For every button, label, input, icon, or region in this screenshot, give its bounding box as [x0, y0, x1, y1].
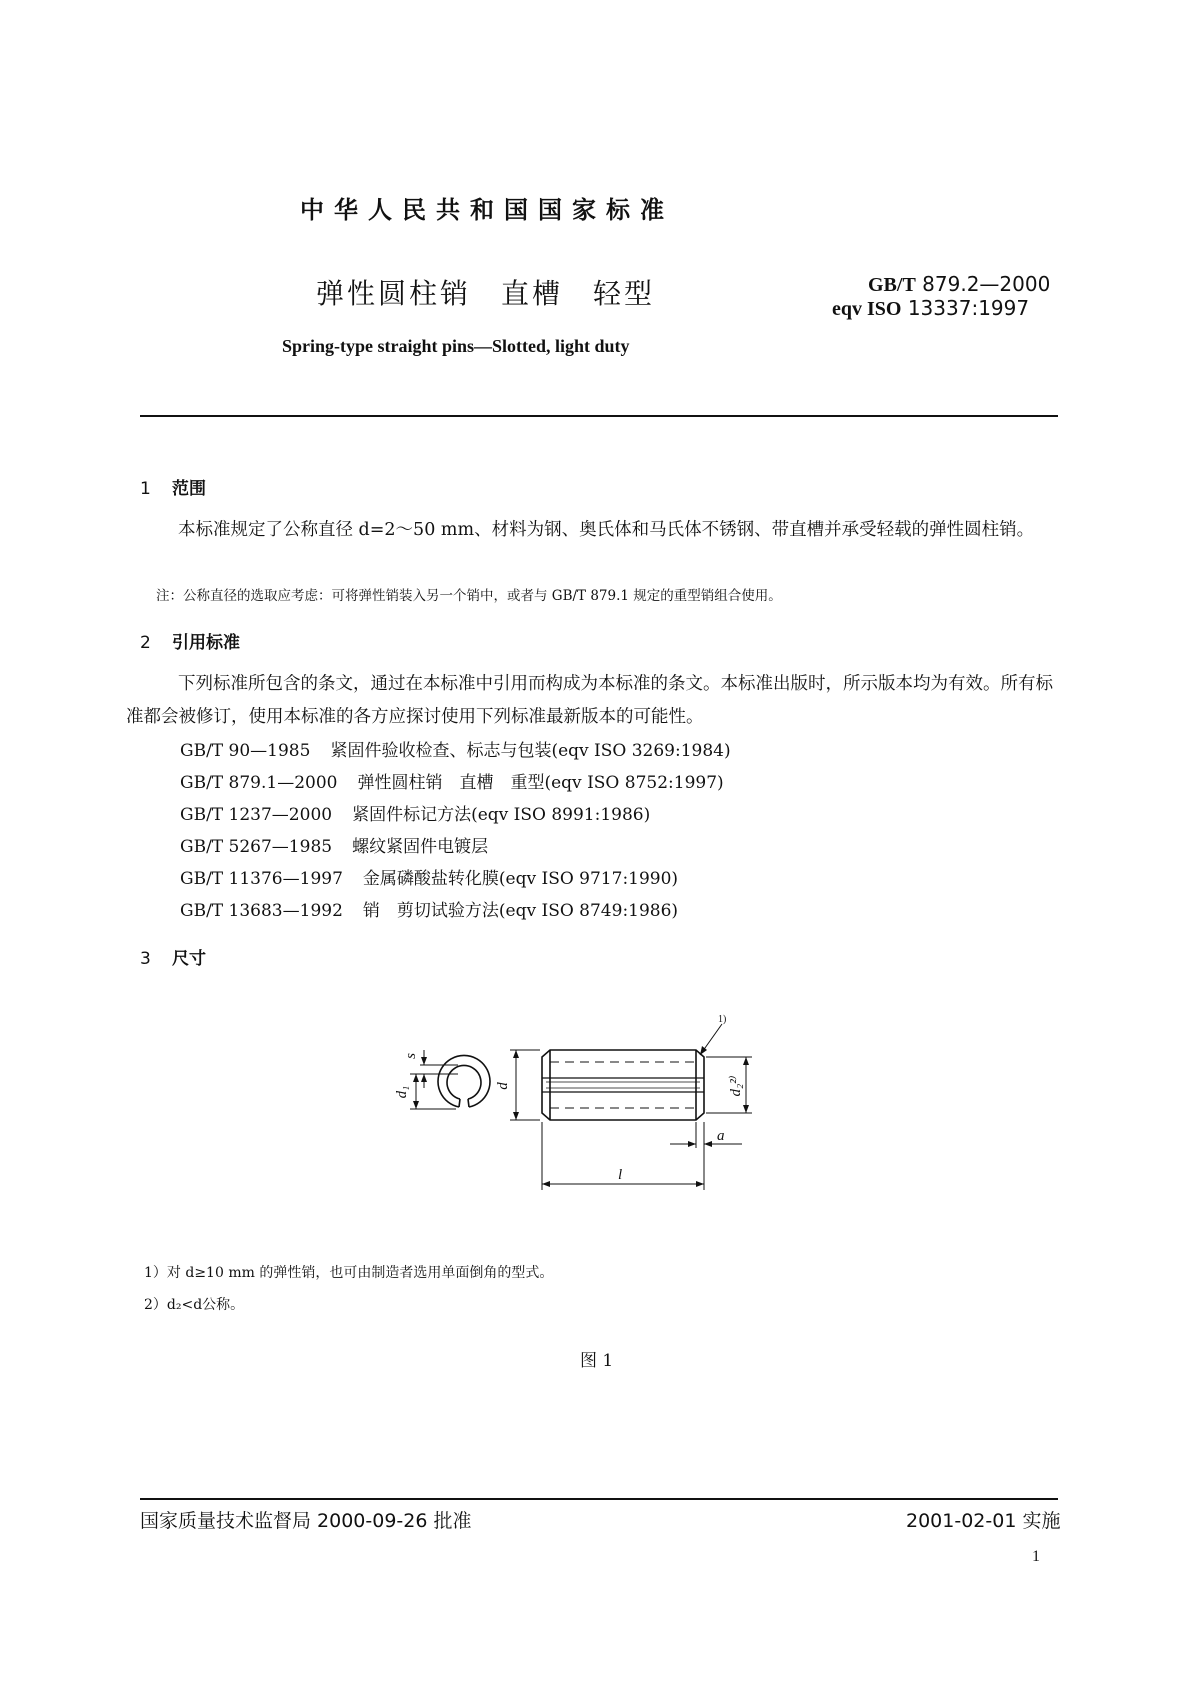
- reference-item: [180, 896, 678, 921]
- reference-code: GB/T 13683—1992: [180, 901, 343, 921]
- label-d2: d₂²⁾: [728, 1075, 744, 1097]
- section-3-heading: [140, 944, 206, 969]
- figure-caption: 图 1: [580, 1351, 614, 1371]
- label-d: d: [495, 1082, 511, 1090]
- section-2-title: 引用标准: [172, 633, 240, 653]
- equivalent-prefix: eqv ISO: [832, 298, 902, 320]
- equivalent-standard: [832, 296, 1029, 321]
- reference-item: [180, 800, 650, 825]
- reference-title: 金属磷酸盐转化膜(eqv ISO 9717:1990): [362, 869, 679, 889]
- section-3-number: 3: [140, 949, 151, 969]
- figure-footnote-1: 1）对 d≥10 mm 的弹性销，也可由制造者选用单面倒角的型式。: [144, 1265, 554, 1281]
- title-part-pin: 弹性圆柱销: [316, 277, 472, 310]
- reference-title: 销 剪切试验方法(eqv ISO 8749:1986): [362, 901, 679, 921]
- header-divider: [140, 415, 1058, 417]
- reference-code: GB/T 11376—1997: [180, 869, 343, 889]
- reference-item: [180, 768, 724, 793]
- standard-number-prefix: GB/T: [868, 274, 916, 296]
- reference-code: GB/T 879.1—2000: [180, 773, 338, 793]
- reference-code: GB/T 90—1985: [180, 741, 311, 761]
- equivalent-value: 13337:1997: [907, 296, 1030, 320]
- title-part-duty: 轻型: [593, 277, 656, 310]
- page-number: 1: [1032, 1548, 1040, 1565]
- label-a: a: [717, 1128, 725, 1144]
- outer-diameter-dimension: [510, 1050, 540, 1120]
- standard-number-value: 879.2—2000: [922, 272, 1051, 296]
- standard-title-chinese: [316, 272, 655, 312]
- title-part-slot: 直槽: [501, 277, 564, 310]
- reference-item: [180, 736, 731, 761]
- label-s: s: [403, 1053, 419, 1059]
- section-3-title: 尺寸: [172, 949, 206, 969]
- reference-code: GB/T 1237—2000: [180, 805, 333, 825]
- section-2-number: 2: [140, 633, 151, 653]
- section-2-heading: [140, 628, 240, 653]
- label-footnote-1: 1): [718, 1014, 727, 1025]
- implementation-date: 2001-02-01 实施: [906, 1510, 1061, 1532]
- label-d1: d₁: [394, 1085, 410, 1099]
- pin-end-view: [438, 1055, 490, 1107]
- reference-title: 紧固件标记方法(eqv ISO 8991:1986): [352, 805, 651, 825]
- figure-footnote-2: 2）d₂<d公称。: [144, 1297, 245, 1313]
- section-1-number: 1: [140, 479, 151, 499]
- national-standard-title: 中华人民共和国国家标准: [300, 196, 674, 224]
- section-1-heading: [140, 474, 206, 499]
- section-2-paragraph: 下列标准所包含的条文，通过在本标准中引用而构成为本标准的条文。本标准出版时，所示版本均为有效。所有标准都会被修订，使用本标准的各方应探讨使用下列标准最新版本的可能性。: [126, 674, 1053, 727]
- section-1-note: 注：公称直径的选取应考虑：可将弹性销装入另一个销中，或者与 GB/T 879.1 规定的重型销组合使用。: [156, 588, 782, 604]
- reference-item: [180, 864, 678, 889]
- pin-length-dimension: [542, 1122, 704, 1190]
- spring-pin-drawing: [380, 1010, 820, 1210]
- section-1-paragraph: 本标准规定了公称直径 d=2～50 mm、材料为钢、奥氏体和马氏体不锈钢、带直槽并承受轻载的弹性圆柱销。: [178, 520, 1035, 540]
- standard-title-english: Spring-type straight pins—Slotted, light duty: [282, 336, 630, 356]
- approval-date: 国家质量技术监督局 2000-09-26 批准: [140, 1510, 472, 1532]
- reference-item: [180, 832, 488, 857]
- section-1-title: 范围: [172, 479, 206, 499]
- reference-title: 螺纹紧固件电镀层: [352, 837, 489, 857]
- standard-number: [868, 272, 1050, 297]
- reference-title: 弹性圆柱销 直槽 重型(eqv ISO 8752:1997): [357, 773, 724, 793]
- footer-divider: [140, 1498, 1058, 1500]
- reference-title: 紧固件验收检查、标志与包装(eqv ISO 3269:1984): [330, 741, 731, 761]
- label-l: l: [618, 1167, 623, 1183]
- pin-side-view: [542, 1050, 704, 1120]
- reference-code: GB/T 5267—1985: [180, 837, 333, 857]
